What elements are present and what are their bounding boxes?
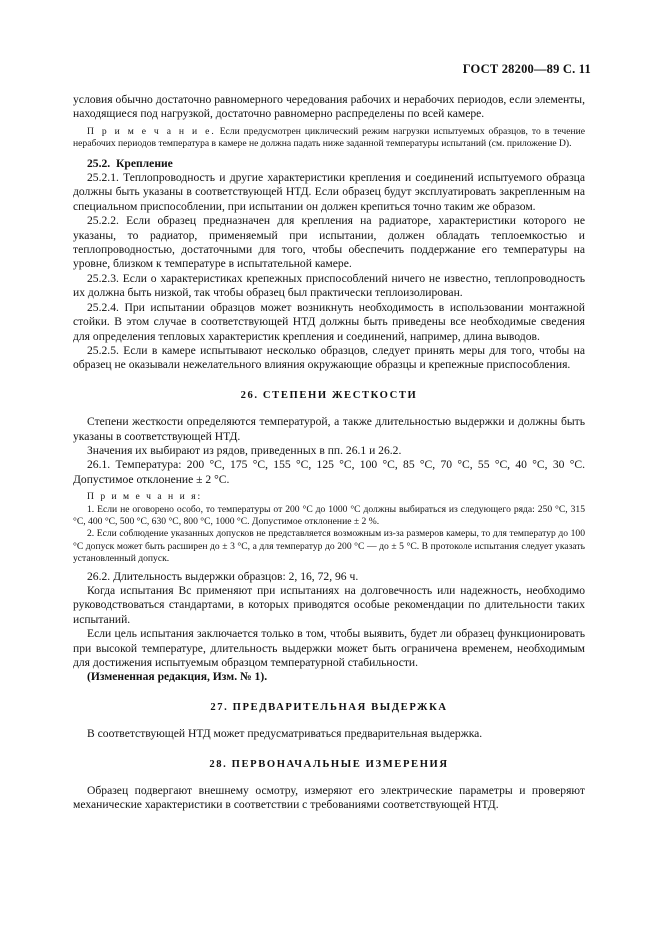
paragraph-25-2-3: 25.2.3. Если о характеристиках крепежных приспособлений ничего не известно, теплопроводность их должна быть низкой, так чтобы образец был практически теплоизолирован.	[73, 271, 585, 300]
paragraph-25-2-1: 25.2.1. Теплопроводность и другие характеристики крепления и соединений испытуемого образца должны быть указаны в соответствующей НТД. Если образец будут эксплуатировать закрепленным на специальном приспособлении, при испытании он должен крепиться точно таким же образом.	[73, 171, 585, 213]
section-25-2-heading: 25.2. Крепление	[87, 156, 173, 170]
intro-paragraph: условия обычно достаточно равномерного чередования рабочих и нерабочих периодов, если элементы, находящиеся под нагрузкой, достаточно равномерно распределены по всей камере.	[73, 93, 585, 121]
section-27-title: 27. ПРЕДВАРИТЕЛЬНАЯ ВЫДЕРЖКА	[210, 701, 448, 713]
paragraph-26-purpose: Если цель испытания заключается только в том, чтобы выявить, будет ли образец функционировать при высокой температуре, длительность выдержки может быть ограничена временем, необходимым для достижения испытуемым образцом температурной стабильности.	[73, 627, 585, 670]
section-28-title: 28. ПЕРВОНАЧАЛЬНЫЕ ИЗМЕРЕНИЯ	[209, 758, 449, 770]
paragraph-27: В соответствующей НТД может предусматриваться предварительная выдержка.	[87, 727, 483, 741]
page-header: ГОСТ 28200—89 С. 11	[462, 62, 591, 76]
paragraph-26-intro: Степени жесткости определяются температурой, а также длительностью выдержки и должны быть указаны в соответствующей НТД.	[73, 415, 585, 443]
section-26-title: 26. СТЕПЕНИ ЖЕСТКОСТИ	[240, 389, 418, 401]
paragraph-26-1: 26.1. Температура: 200 °С, 175 °С, 155 °С, 125 °С, 100 °С, 85 °С, 70 °С, 55 °С, 40 °С, 30 °С. Допустимое отклонение ± 2 °С.	[73, 458, 585, 486]
note-text: Если предусмотрен циклический режим нагрузки испытуемых образцов, то в течение нерабочих периодов температура в камере не должна падать ниже заданной температуры испытаний (см. приложение D).	[73, 125, 585, 150]
amendment-note: (Измененная редакция, Изм. № 1).	[87, 670, 268, 684]
paragraph-25-2-2: 25.2.2. Если образец предназначен для крепления на радиаторе, характеристики которого не указаны, то радиатор, применяемый при испытании, должен обладать теплоемкостью и теплопроводностью, достаточными для того, чтобы обеспечить поддержание его температуры на уровне, близком к температуре в испытательной камере.	[73, 214, 585, 271]
paragraph-28: Образец подвергают внешнему осмотру, измеряют его электрические параметры и проверяют механические характеристики в соответствии с требованиями соответствующей НТД.	[73, 784, 585, 812]
intro-note	[73, 126, 585, 151]
page-content	[73, 93, 585, 813]
note-label: П р и м е ч а н и е.	[87, 125, 216, 137]
note-1: 1. Если не оговорено особо, то температуры от 200 °С до 1000 °С должны выбираться из следующего ряда: 250 °С, 315 °С, 400 °С, 500 °С, 630 °С, 800 °С, 1000 °С. Допустимое отклонение ± 2 %.	[73, 503, 585, 527]
paragraph-26-2: 26.2. Длительность выдержки образцов: 2, 16, 72, 96 ч.	[87, 569, 359, 583]
paragraph-26-rows: Значения их выбирают из рядов, приведенных в пп. 26.1 и 26.2.	[87, 443, 402, 457]
notes-label: П р и м е ч а н и я:	[87, 491, 203, 503]
paragraph-25-2-5: 25.2.5. Если в камере испытывают несколько образцов, следует принять меры для того, чтобы на образец не оказывали нежелательного влияния окружающие образцы и крепежные приспособления.	[73, 343, 585, 372]
paragraph-26-durability: Когда испытания Вс применяют при испытаниях на долговечность или надежность, необходимо руководствоваться стандартами, в которых приводятся особые рекомендации по длительности таких испытаний.	[73, 584, 585, 626]
note-2: 2. Если соблюдение указанных допусков не представляется возможным из-за размеров камеры, то для температур до 100 °С допуск может быть расширен до ± 3 °С, а для температур до 200 °С — до ± 5 °С. В протоколе испытания следует указать установленный допуск.	[73, 528, 585, 565]
paragraph-25-2-4: 25.2.4. При испытании образцов может возникнуть необходимость в использовании монтажной стойки. В этом случае в соответствующей НТД должны быть приведены все необходимые сведения для определения тепловых характеристик крепления и соединений, например, длина выводов.	[73, 300, 585, 343]
